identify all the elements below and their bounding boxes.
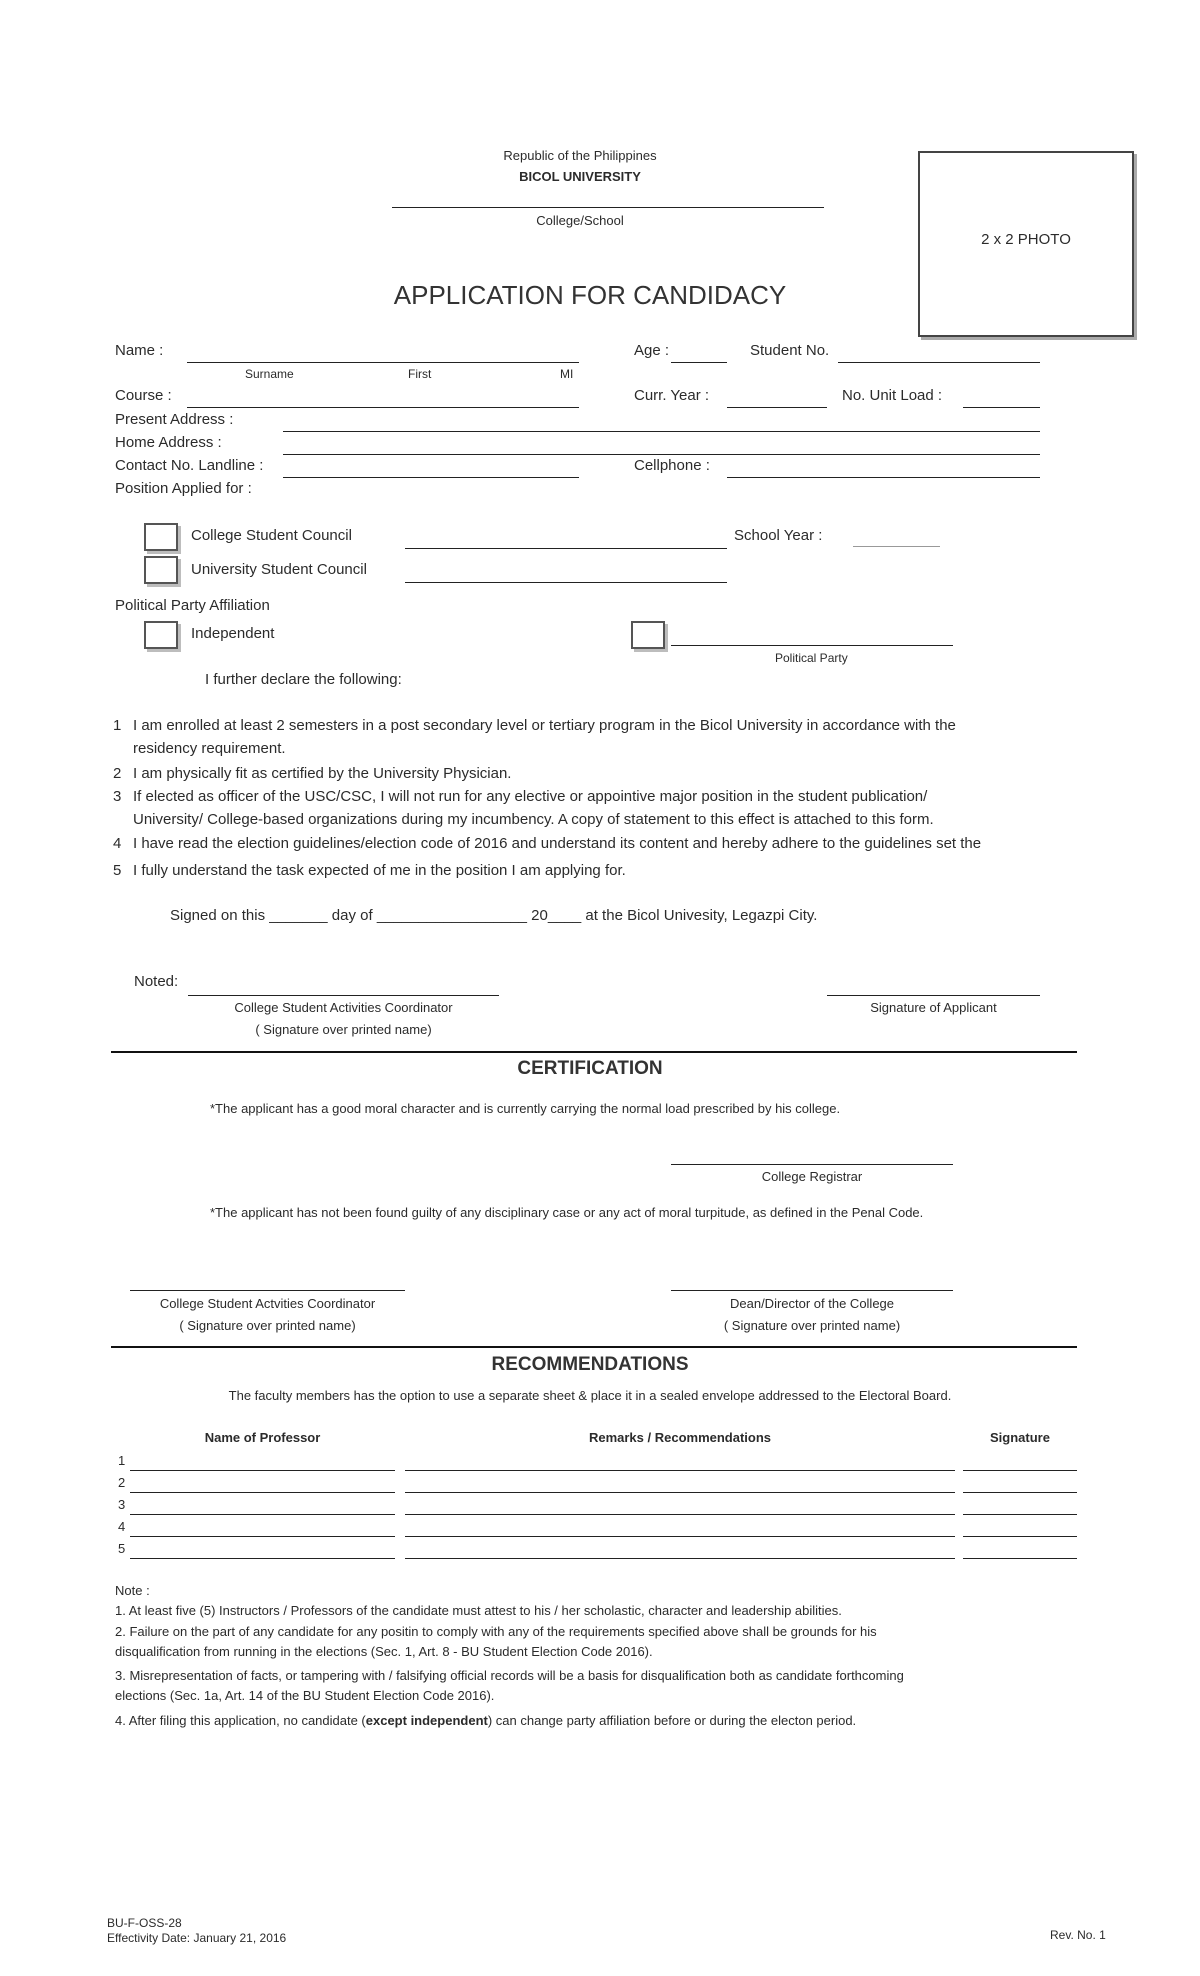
cellphone-label: Cellphone : [634,457,710,474]
row-number: 3 [118,1497,126,1512]
political-party-checkbox[interactable] [631,621,665,649]
note-2: 2. Failure on the part of any candidate for any positin to comply with any of the requirements specified above shall be grounds for his [115,1624,877,1639]
college-label: College/School [536,213,624,228]
recommendations-title: RECOMMENDATIONS [491,1354,689,1375]
form-code: BU-F-OSS-28 [107,1916,182,1930]
remarks-field[interactable] [405,1492,955,1493]
college-line [392,207,824,208]
declaration-num: 5 [113,862,122,879]
university-council-label: University Student Council [191,561,367,578]
certification-title: CERTIFICATION [517,1058,663,1079]
remarks-field[interactable] [405,1536,955,1537]
declaration-1-cont: residency requirement. [133,740,286,757]
political-party-hint: Political Party [775,651,848,665]
row-number: 1 [118,1453,126,1468]
present-address-field[interactable] [283,431,1040,432]
independent-label: Independent [191,625,275,642]
dean-label: Dean/Director of the College [729,1296,895,1311]
declaration-text: I fully understand the task expected of me in the position I am applying for. [133,862,626,879]
registrar-signature-line[interactable] [671,1164,953,1165]
photo-label: 2 x 2 PHOTO [981,231,1071,248]
declaration-text: I am enrolled at least 2 semesters in a post secondary level or tertiary program in the Bicol University in accordance with the [133,717,956,734]
landline-label: Contact No. Landline : [115,457,264,474]
mi-hint: MI [560,367,574,381]
row-number: 2 [118,1475,126,1490]
section-divider [111,1346,1077,1348]
signature-field[interactable] [963,1514,1077,1515]
certification-statement-2: *The applicant has not been found guilty of any disciplinary case or any act of moral turpitude, as defined in the Penal Code. [210,1205,924,1220]
declaration-4 [113,835,1076,852]
coordinator-label: College Student Activities Coordinator [234,1000,453,1015]
recommendations-subtitle: The faculty members has the option to use a separate sheet & place it in a sealed envelope addressed to the Electoral Board. [228,1388,952,1403]
declaration-5 [113,862,626,879]
remarks-field[interactable] [405,1470,955,1471]
school-year-field[interactable] [853,546,940,547]
applicant-signature-line[interactable] [827,995,1040,996]
cellphone-field[interactable] [727,477,1040,478]
republic-text: Republic of the Philippines [503,148,657,163]
remarks-field[interactable] [405,1558,955,1559]
student-no-field[interactable] [838,362,1040,363]
note-2-cont: disqualification from running in the elections (Sec. 1, Art. 8 - BU Student Election Code 2016). [115,1644,653,1659]
unit-load-field[interactable] [963,407,1040,408]
row-number: 5 [118,1541,126,1556]
professor-name-field[interactable] [130,1492,395,1493]
position-label: Position Applied for : [115,480,252,497]
cert-coordinator-signature-line[interactable] [130,1290,405,1291]
note-1: 1. At least five (5) Instructors / Professors of the candidate must attest to his / her scholastic, character and leadership abilities. [115,1603,842,1618]
certification-statement-1: *The applicant has a good moral character and is currently carrying the normal load prescribed by his college. [210,1101,841,1116]
section-divider [111,1051,1077,1053]
effectivity-date: Effectivity Date: January 21, 2016 [107,1931,287,1945]
independent-checkbox[interactable] [144,621,178,649]
college-council-field[interactable] [405,548,727,549]
course-field[interactable] [187,407,579,408]
photo-box [918,151,1134,337]
age-field[interactable] [671,362,727,363]
declaration-num: 1 [113,717,122,734]
note-4-pre: 4. After filing this application, no candidate ( [115,1713,366,1728]
noted-signature-line[interactable] [188,995,499,996]
first-hint: First [408,367,432,381]
landline-field[interactable] [283,477,579,478]
party-affiliation-label: Political Party Affiliation [115,597,270,614]
signed-on-text: Signed on this _______ day of __________________ 20____ at the Bicol Univesity, Legazpi City. [170,907,818,924]
col-remarks-header: Remarks / Recommendations [588,1430,772,1445]
university-council-field[interactable] [405,582,727,583]
signature-field[interactable] [963,1470,1077,1471]
professor-name-field[interactable] [130,1558,395,1559]
name-label: Name : [115,342,164,359]
declaration-3 [113,788,927,805]
university-council-checkbox[interactable] [144,556,178,584]
school-year-label: School Year : [734,527,823,544]
course-label: Course : [115,387,172,404]
professor-name-field[interactable] [130,1470,395,1471]
note-4-post: ) can change party affiliation before or during the electon period. [487,1713,857,1728]
coordinator-sig-printed: ( Signature over printed name) [255,1022,432,1037]
note-4-bold: except independent [365,1713,488,1728]
signature-field[interactable] [963,1536,1077,1537]
professor-name-field[interactable] [130,1536,395,1537]
home-address-field[interactable] [283,454,1040,455]
dean-sig-printed: ( Signature over printed name) [723,1318,901,1333]
noted-label: Noted: [134,973,179,990]
age-label: Age : [634,342,670,359]
declare-text: I further declare the following: [205,671,402,688]
declaration-2 [113,765,511,782]
declaration-text: I have read the election guidelines/election code of 2016 and understand its content and hereby adhere to the guidelines set the [133,835,982,852]
note-3-cont: elections (Sec. 1a, Art. 14 of the BU Student Election Code 2016). [115,1688,495,1703]
college-council-label: College Student Council [191,527,352,544]
home-address-label: Home Address : [115,434,222,451]
curr-year-field[interactable] [727,407,827,408]
name-field[interactable] [187,362,579,363]
unit-load-label: No. Unit Load : [842,387,943,404]
declaration-num: 4 [113,835,122,852]
declaration-3-cont: University/ College-based organizations during my incumbency. A copy of statement to this effect is attached to this form. [133,811,934,828]
col-signature-header: Signature [990,1430,1050,1445]
declaration-text: If elected as officer of the USC/CSC, I will not run for any elective or appointive major position in the student publication/ [133,788,928,805]
curr-year-label: Curr. Year : [634,387,710,404]
note-label: Note : [115,1583,150,1598]
declaration-num: 3 [113,788,122,805]
professor-name-field[interactable] [130,1514,395,1515]
dean-signature-line[interactable] [671,1290,953,1291]
row-number: 4 [118,1519,126,1534]
cert-coordinator-label: College Student Actvities Coordinator [159,1296,376,1311]
note-4 [115,1713,856,1728]
registrar-label: College Registrar [761,1169,863,1184]
surname-hint: Surname [245,367,294,381]
note-3: 3. Misrepresentation of facts, or tampering with / falsifying official records will be a basis for disqualification both as candidate forthcoming [115,1668,904,1683]
declaration-num: 2 [113,765,122,782]
declaration-text: I am physically fit as certified by the University Physician. [133,765,512,782]
page-title: APPLICATION FOR CANDIDACY [393,280,787,310]
applicant-signature-label: Signature of Applicant [870,1000,997,1015]
cert-coordinator-sig-printed: ( Signature over printed name) [179,1318,356,1333]
university-name: BICOL UNIVERSITY [519,169,641,184]
revision-number: Rev. No. 1 [1050,1928,1106,1942]
signature-field[interactable] [963,1558,1077,1559]
student-no-label: Student No. [750,342,830,359]
declaration-1 [113,717,956,734]
signature-field[interactable] [963,1492,1077,1493]
college-council-checkbox[interactable] [144,523,178,551]
present-address-label: Present Address : [115,411,234,428]
remarks-field[interactable] [405,1514,955,1515]
political-party-field[interactable] [671,645,953,646]
col-professor-header: Name of Professor [204,1430,321,1445]
